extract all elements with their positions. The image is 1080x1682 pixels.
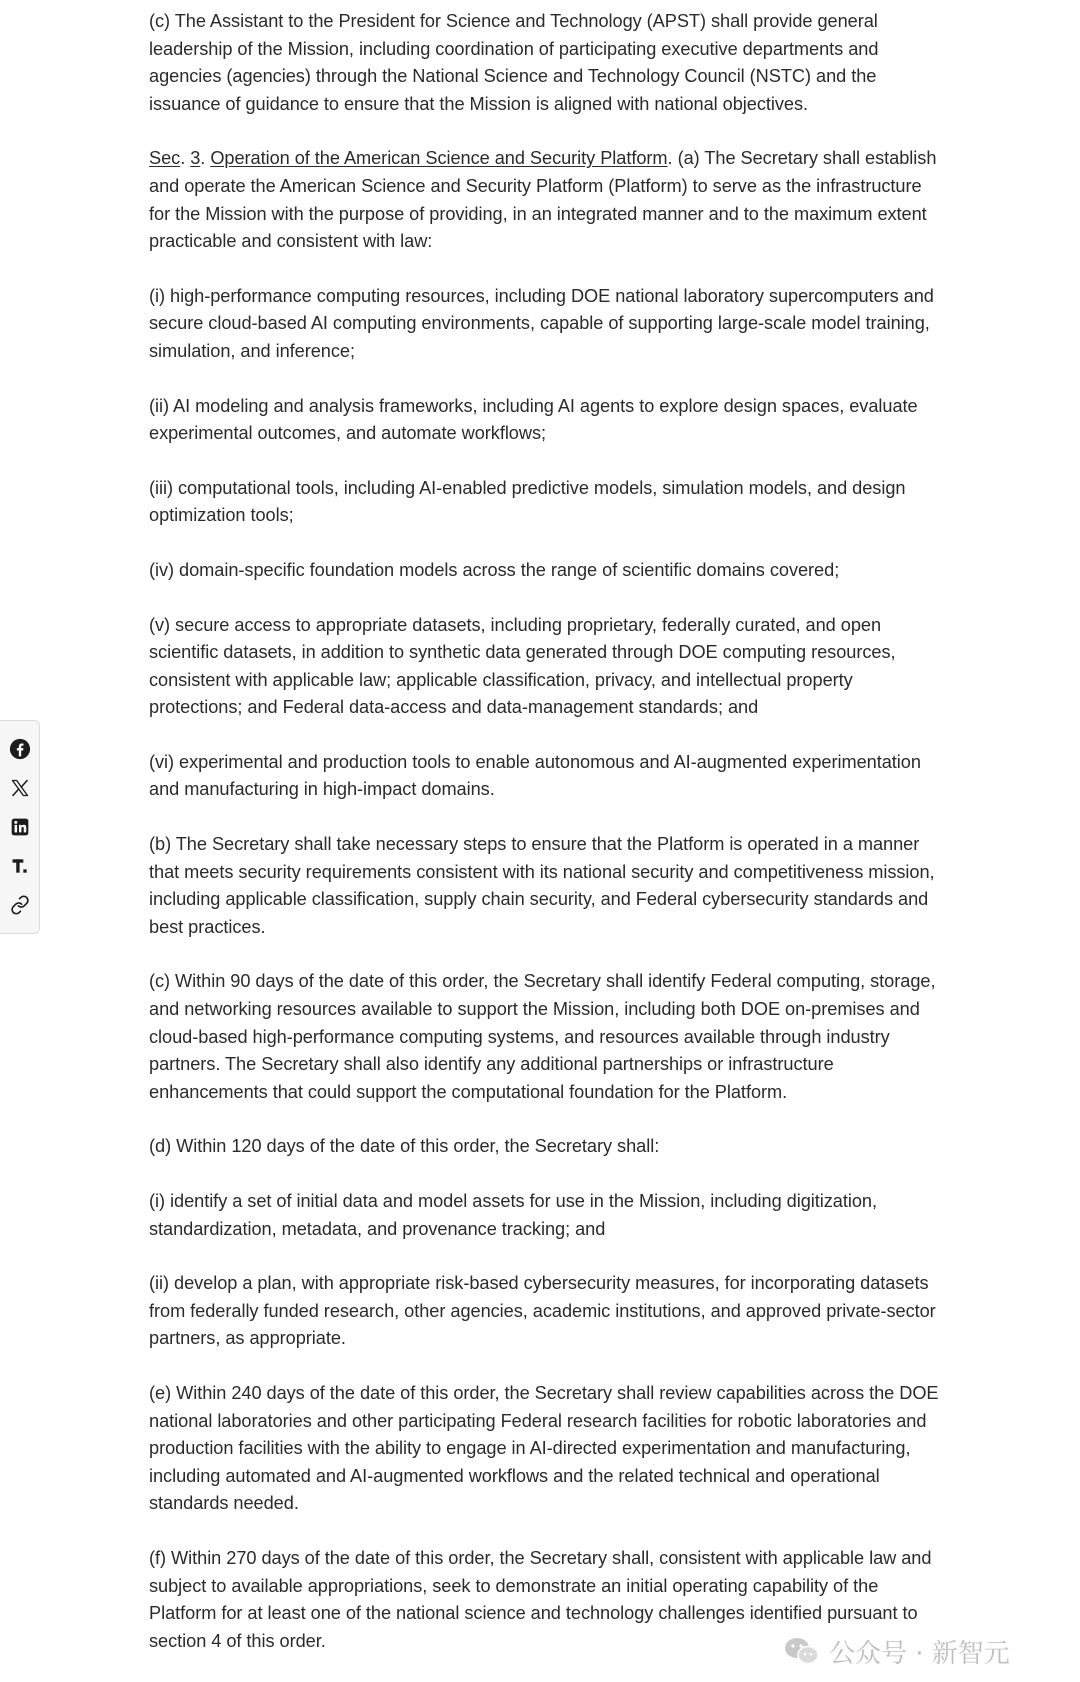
- watermark: [783, 1634, 1010, 1668]
- facebook-icon: [9, 738, 31, 760]
- list-item-iii: (iii) computational tools, including AI-enabled predictive models, simulation models, and design optimization tools;: [149, 477, 906, 526]
- wechat-icon: [783, 1636, 821, 1666]
- truth-social-share-button[interactable]: [7, 853, 33, 879]
- share-sidebar: [0, 720, 40, 934]
- linkedin-share-button[interactable]: [7, 814, 33, 840]
- paragraph-e: (e) Within 240 days of the date of this order, the Secretary shall review capabilities across the DOE national laboratories and other participating Federal research facilities for robotic laboratories and production facilities with the ability to engage in AI-directed experimentation and manufacturing, including automated and AI-augmented workflows and the related technical and operational standards needed.: [149, 1382, 939, 1514]
- facebook-share-button[interactable]: [7, 736, 33, 762]
- paragraph-d-i: (i) identify a set of initial data and model assets for use in the Mission, including digitization, standardization, metadata, and provenance tracking; and: [149, 1191, 877, 1239]
- section-3-paragraph: Sec. 3. Operation of the American Science and Security Platform. (a) The Secretary shall establish and operate the American Science and Security Platform (Platform) to serve as the infrastructure for the Mission with the purpose of providing, in an integrated manner and to the maximum extent practicable and consistent with law:: [149, 148, 937, 252]
- x-icon: [10, 778, 30, 798]
- paragraph-b: (b) The Secretary shall take necessary steps to ensure that the Platform is operated in a manner that meets security requirements consistent with its national security and competitiveness mission, including applicable classification, supply chain security, and Federal cybersecurity standards and best practices.: [149, 834, 935, 937]
- section-number-link[interactable]: 3: [190, 148, 201, 169]
- paragraph-d-ii: (ii) develop a plan, with appropriate risk-based cybersecurity measures, for incorporating datasets from federally funded research, other agencies, academic institutions, and approved private-sector partners, as appropriate.: [149, 1273, 936, 1349]
- list-item-vi: (vi) experimental and production tools to enable autonomous and AI-augmented experimentation and manufacturing in high-impact domains.: [149, 751, 921, 800]
- paragraph-f: (f) Within 270 days of the date of this order, the Secretary shall, consistent with applicable law and subject to available appropriations, seek to demonstrate an initial operating capability of the Platform for at least one of the national science and technology challenges identified pursuant to section 4 of this order.: [149, 1547, 932, 1651]
- list-item-i: (i) high-performance computing resources, including DOE national laboratory supercomputers and secure cloud-based AI computing environments, capable of supporting large-scale model training, simulation, and inference;: [149, 285, 934, 361]
- document-body: [149, 8, 939, 1682]
- link-icon: [10, 895, 30, 915]
- truth-social-icon: [10, 856, 30, 876]
- copy-link-button[interactable]: [7, 892, 33, 918]
- section-label-link[interactable]: Sec: [149, 148, 181, 169]
- watermark-text: 公众号 · 新智元: [829, 1638, 1010, 1669]
- list-item-iv: (iv) domain-specific foundation models across the range of scientific domains covered;: [149, 559, 840, 580]
- paragraph-c-90-days: (c) Within 90 days of the date of this order, the Secretary shall identify Federal computing, storage, and networking resources available to support the Mission, including both DOE on-premises and cloud-based high-performance computing systems, and resources available through industry partners. The Secretary shall also identify any additional partnerships or infrastructure enhancements that could support the computational foundation for the Platform.: [149, 971, 936, 1102]
- x-share-button[interactable]: [7, 775, 33, 801]
- paragraph-c-apst: (c) The Assistant to the President for Science and Technology (APST) shall provide general leadership of the Mission, including coordination of participating executive departments and agencies (agencies) through the National Science and Technology Council (NSTC) and the issuance of guidance to ensure that the Mission is aligned with national objectives.: [149, 11, 879, 114]
- list-item-ii: (ii) AI modeling and analysis frameworks, including AI agents to explore design spaces, evaluate experimental outcomes, and automate workflows;: [149, 395, 918, 444]
- section-3-text: (a) The Secretary shall establish and operate the American Science and Security Platform (Platform) to serve as the infrastructure for the Mission with the purpose of providing, in an integrated manner and to the maximum extent practicable and consistent with law:: [149, 148, 937, 252]
- section-title-link[interactable]: Operation of the American Science and Security Platform: [210, 148, 668, 169]
- linkedin-icon: [10, 817, 30, 837]
- list-item-v: (v) secure access to appropriate datasets, including proprietary, federally curated, and open scientific datasets, in addition to synthetic data generated through DOE computing resources, consistent with applicable law; applicable classification, privacy, and intellectual property protections; and Federal data-access and data-management standards; and: [149, 614, 896, 718]
- paragraph-d: (d) Within 120 days of the date of this order, the Secretary shall:: [149, 1136, 660, 1157]
